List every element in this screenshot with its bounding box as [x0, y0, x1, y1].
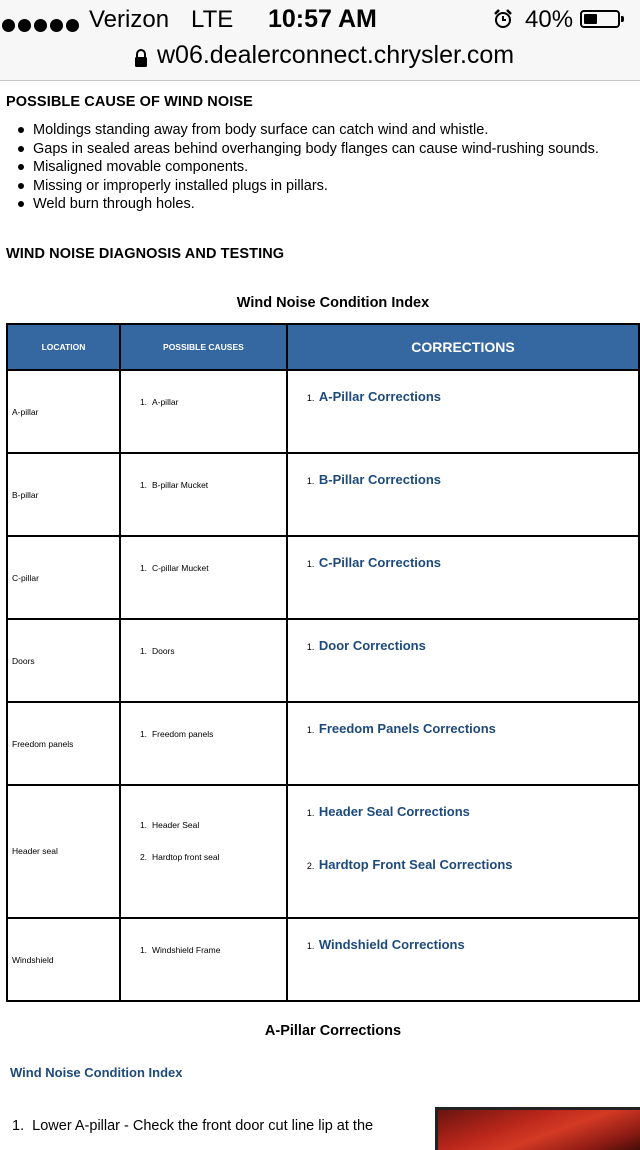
list-item: Gaps in sealed areas behind overhanging body flanges can cause wind-rushing sounds.	[12, 140, 599, 159]
corrections-cell	[287, 536, 639, 619]
correction-item: 1. Windshield Corrections	[306, 937, 465, 952]
diagnosis-heading: WIND NOISE DIAGNOSIS AND TESTING	[6, 246, 285, 262]
table-row	[7, 918, 639, 1001]
lock-icon	[134, 48, 148, 68]
location-cell	[7, 453, 120, 536]
status-time: 10:57 AM	[268, 5, 377, 33]
cause-item: 1. Freedom panels	[139, 729, 214, 739]
cause-item: 1. Windshield Frame	[139, 945, 221, 955]
cause-text: Header Seal	[151, 820, 200, 830]
causes-cell	[120, 918, 287, 1001]
cause-item: 2. Hardtop front seal	[139, 852, 220, 862]
table-caption: Wind Noise Condition Index	[236, 295, 430, 311]
correction-link[interactable]: Hardtop Front Seal Corrections	[318, 857, 513, 872]
corrections-cell	[287, 370, 639, 453]
correction-link[interactable]: Windshield Corrections	[318, 937, 465, 952]
cause-item: 1. B-pillar Mucket	[139, 480, 209, 490]
battery-icon	[580, 10, 620, 28]
location-cell	[7, 918, 120, 1001]
cause-text: Windshield Frame	[151, 945, 221, 955]
causes-list	[12, 121, 599, 214]
alarm-clock-icon	[492, 8, 514, 30]
location-cell	[7, 619, 120, 702]
column-header-causes: POSSIBLE CAUSES	[120, 324, 287, 370]
location-label: B-pillar	[12, 490, 39, 500]
location-cell	[7, 370, 120, 453]
condition-index-table	[6, 323, 640, 1002]
subsection-title: A-Pillar Corrections	[264, 1023, 402, 1039]
correction-item: 1. A-Pillar Corrections	[306, 389, 441, 404]
cause-text: Freedom panels	[151, 729, 214, 739]
location-cell	[7, 785, 120, 918]
cause-item: 1. Doors	[139, 646, 175, 656]
carrier-name: Verizon	[89, 6, 170, 33]
causes-cell	[120, 702, 287, 785]
correction-link[interactable]: A-Pillar Corrections	[318, 389, 441, 404]
network-type: LTE	[191, 6, 234, 33]
correction-link[interactable]: Freedom Panels Corrections	[318, 721, 496, 736]
battery-percent: 40%	[525, 6, 574, 33]
vehicle-photo[interactable]	[435, 1107, 640, 1150]
correction-item: 1. Door Corrections	[306, 638, 426, 653]
list-item: Misaligned movable components.	[12, 158, 599, 177]
corrections-cell	[287, 453, 639, 536]
correction-item: 1. C-Pillar Corrections	[306, 555, 441, 570]
correction-item: 1. Freedom Panels Corrections	[306, 721, 496, 736]
table-row	[7, 370, 639, 453]
location-label: Windshield	[12, 955, 54, 965]
correction-link[interactable]: Door Corrections	[318, 638, 426, 653]
causes-heading: POSSIBLE CAUSE OF WIND NOISE	[6, 94, 253, 110]
url-text[interactable]: w06.dealerconnect.chrysler.com	[157, 41, 515, 69]
corrections-cell	[287, 702, 639, 785]
correction-item: 1. B-Pillar Corrections	[306, 472, 441, 487]
location-label: A-pillar	[12, 407, 39, 417]
table-row	[7, 785, 639, 918]
corrections-cell	[287, 918, 639, 1001]
corrections-cell	[287, 785, 639, 918]
column-header-location: LOCATION	[7, 324, 120, 370]
step-item: 1. Lower A-pillar - Check the front door cut line lip at the	[12, 1118, 374, 1134]
list-item: Weld burn through holes.	[12, 195, 599, 214]
cause-text: Doors	[151, 646, 175, 656]
causes-cell	[120, 453, 287, 536]
list-item: Moldings standing away from body surface can catch wind and whistle.	[12, 121, 599, 140]
cause-item: 1. Header Seal	[139, 820, 200, 830]
cause-item: 1. C-pillar Mucket	[139, 563, 209, 573]
location-label: Header seal	[12, 846, 58, 856]
cause-item: 1. A-pillar	[139, 397, 179, 407]
table-row	[7, 453, 639, 536]
location-cell	[7, 536, 120, 619]
table-row	[7, 702, 639, 785]
list-item: Missing or improperly installed plugs in pillars.	[12, 177, 599, 196]
location-cell	[7, 702, 120, 785]
location-label: C-pillar	[12, 573, 39, 583]
causes-cell	[120, 536, 287, 619]
causes-cell	[120, 619, 287, 702]
address-bar[interactable]	[0, 40, 640, 81]
causes-cell	[120, 785, 287, 918]
correction-link[interactable]: C-Pillar Corrections	[318, 555, 441, 570]
correction-link[interactable]: B-Pillar Corrections	[318, 472, 441, 487]
location-label: Doors	[12, 656, 35, 666]
cause-text: B-pillar Mucket	[151, 480, 209, 490]
step-text: Lower A-pillar - Check the front door cut line lip at the	[32, 1118, 374, 1134]
correction-link[interactable]: Header Seal Corrections	[318, 804, 470, 819]
column-header-corrections: CORRECTIONS	[287, 324, 639, 370]
status-bar	[0, 0, 640, 40]
condition-index-link[interactable]: Wind Noise Condition Index	[10, 1065, 183, 1080]
table-row	[7, 536, 639, 619]
corrections-cell	[287, 619, 639, 702]
cause-text: C-pillar Mucket	[151, 563, 209, 573]
table-row	[7, 619, 639, 702]
location-label: Freedom panels	[12, 739, 74, 749]
cause-text: Hardtop front seal	[151, 852, 220, 862]
cause-text: A-pillar	[151, 397, 179, 407]
causes-cell	[120, 370, 287, 453]
correction-item: 2. Hardtop Front Seal Corrections	[306, 857, 513, 872]
signal-strength-icon	[2, 11, 82, 39]
correction-item: 1. Header Seal Corrections	[306, 804, 470, 819]
